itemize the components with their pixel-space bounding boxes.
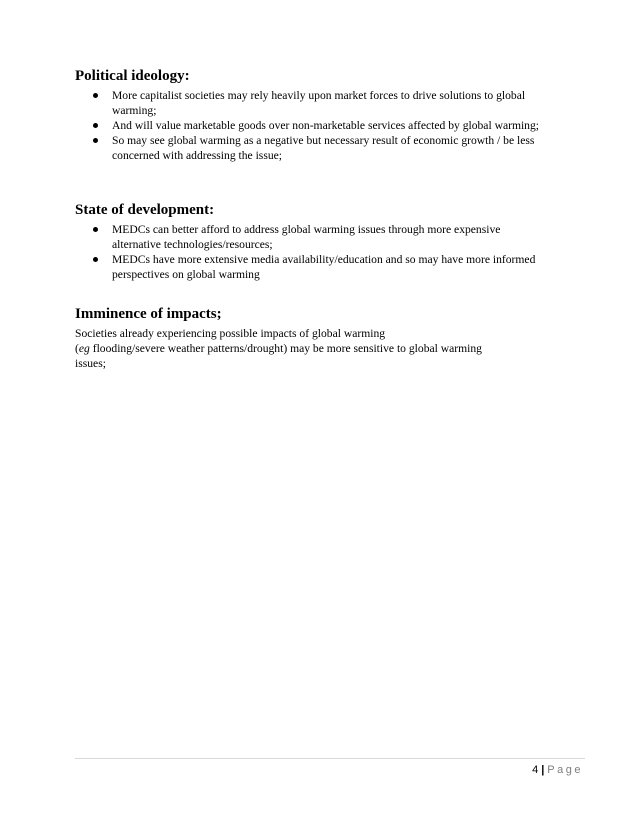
list-item	[112, 252, 552, 282]
list-item	[112, 222, 517, 252]
list-item-text: More capitalist societies may rely heavily upon market forces to drive solutions to global warming;	[112, 89, 526, 117]
footer-divider	[75, 758, 585, 759]
bullet-dot-icon	[93, 227, 98, 232]
paragraph-line-1: Societies already experiencing possible impacts of global warming	[75, 327, 386, 340]
section-imminence-of-impacts	[75, 305, 585, 371]
bullet-dot-icon	[93, 123, 98, 128]
section-heading: Imminence of impacts;	[75, 306, 222, 322]
list-item-text: MEDCs can better afford to address global warming issues through more expensive alternative technologies/resources;	[112, 223, 501, 251]
bullet-dot-icon	[93, 257, 98, 262]
paragraph-rest: flooding/severe weather patterns/drought) may be more sensitive to global warming issues;	[75, 342, 482, 370]
section-heading: Political ideology:	[75, 68, 190, 84]
bullet-dot-icon	[93, 138, 98, 143]
bullet-list	[75, 88, 585, 163]
page-number: 4	[532, 764, 539, 776]
section-political-ideology	[75, 67, 585, 163]
list-item	[112, 118, 552, 133]
list-item	[112, 88, 552, 118]
section-heading: State of development:	[75, 202, 215, 218]
section-paragraph	[75, 326, 507, 371]
list-item	[112, 133, 578, 163]
list-item-text: And will value marketable goods over non-marketable services affected by global warming;	[112, 119, 539, 132]
list-item-text: MEDCs have more extensive media availability/education and so may have more informed perspectives on global warming	[112, 253, 536, 281]
list-item-text: So may see global warming as a negative but necessary result of economic growth / be less concerned with addressing the issue;	[112, 134, 535, 162]
bullet-list	[75, 222, 585, 282]
section-state-of-development	[75, 201, 585, 282]
page-label: Page	[547, 764, 583, 776]
paragraph-open-paren: (	[75, 342, 79, 355]
bullet-dot-icon	[93, 93, 98, 98]
footer-separator: |	[541, 764, 545, 776]
page-footer	[532, 763, 583, 777]
paragraph-italic-eg: eg	[78, 342, 90, 355]
